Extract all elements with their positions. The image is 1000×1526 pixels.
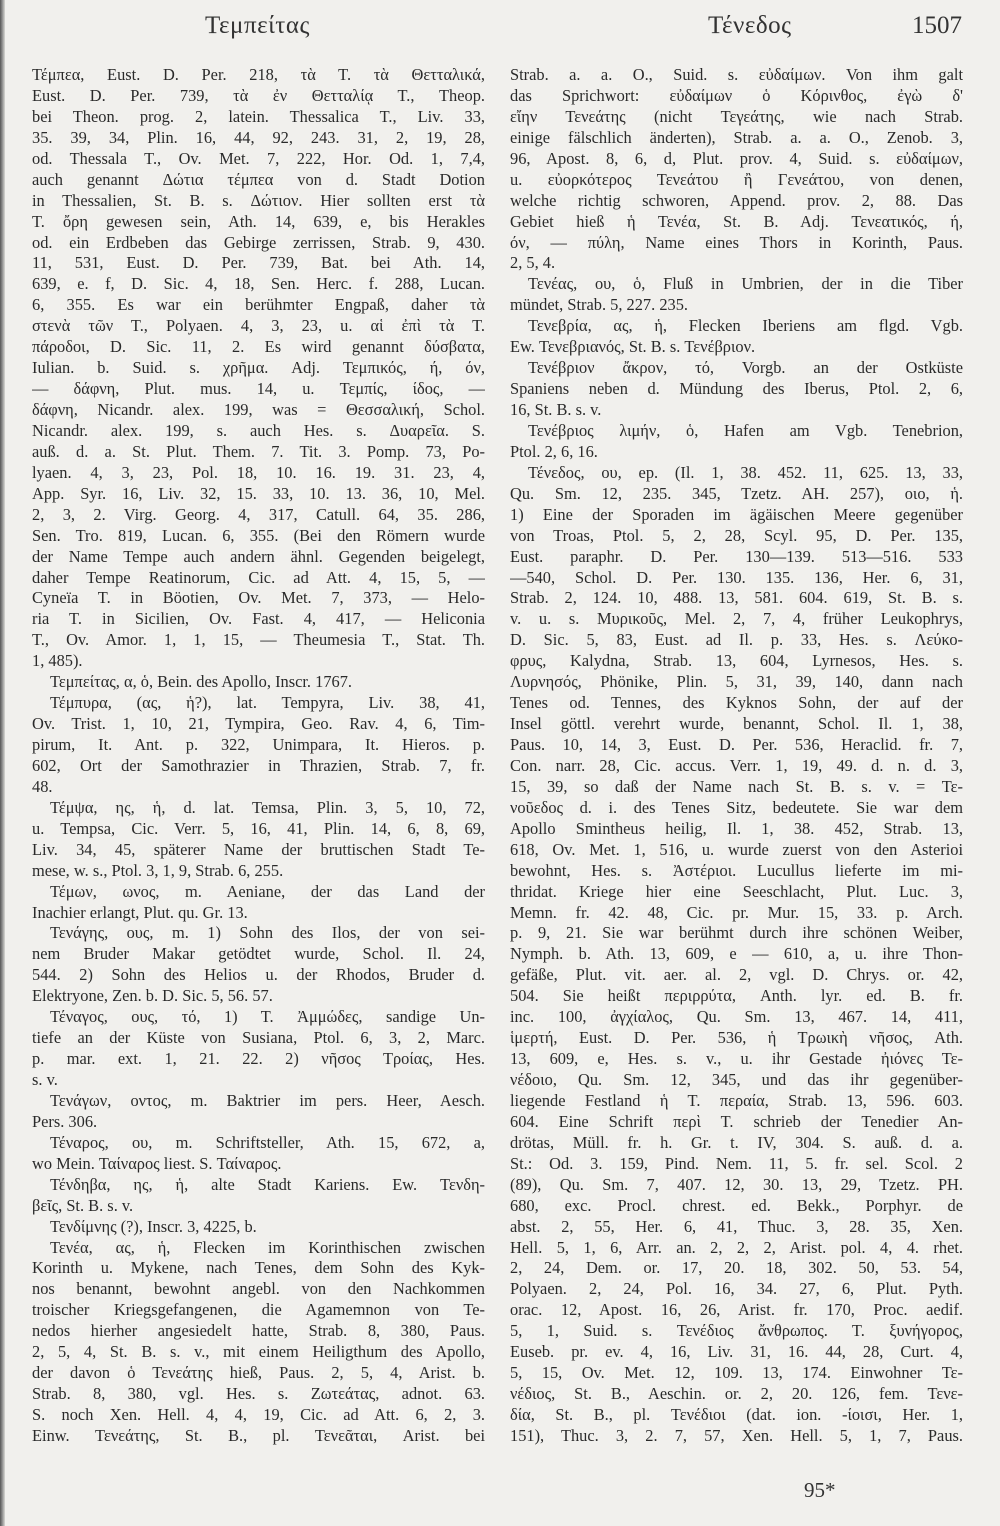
text-line: 5, 15, Ov. Met. 12, 109. 13, 174. Einwohner Τε- — [510, 1363, 963, 1383]
text-line: δία, St. B., pl. Τενέδιοι (dat. ion. -ίοισι, Her. 1, — [510, 1405, 963, 1424]
text-column-right — [510, 65, 963, 1447]
text-line: daher Tempe Reatinorum, Cic. ad Att. 4, 15, 5, — — [32, 567, 485, 587]
text-line: v. u. s. Μυρικοῦς, Mel. 2, 7, 4, früher Leukophrys, — [510, 609, 963, 629]
text-line: Strab. 2, 124. 10, 488. 13, 581. 604. 619, St. B. s. — [510, 588, 963, 608]
text-line: Τενάγης, ους, m. 1) Sohn des Ilos, der von sei- — [50, 923, 485, 943]
text-line: auß. d. a. St. Plut. Them. 7. Tit. 3. Pomp. 73, Po- — [32, 441, 485, 461]
text-line: εἴην Τενεάτης (nicht Τεγεάτης, wie nach Strab. — [510, 106, 963, 126]
text-line: 35. 39, 34, Plin. 16, 44, 92, 243. 31, 2, 19, 28, — [32, 127, 485, 147]
text-line: 544. 2) Sohn des Helios u. der Rhodos, Bruder d. — [32, 965, 485, 985]
text-line: S. noch Xen. Hell. 4, 4, 19, Cic. ad Att. 6, 2, 3. — [32, 1405, 485, 1424]
text-line: Eust. D. Per. 739, τὰ ἐν Θετταλίᾳ Τ., Theop. — [32, 85, 485, 105]
text-line: od. Thessala T., Ov. Met. 7, 222, Hor. Od. 1, 7,4, — [32, 148, 485, 168]
text-line: gefäße, Plut. vit. aer. al. 2, vgl. D. Chrys. or. 42, — [510, 965, 963, 985]
text-line: in Thessalien, St. B. s. Δώτιον. Hier sollten erst τὰ — [32, 190, 485, 210]
text-line: T., Ov. Amor. 1, 1, 15, — Theumesia T., Stat. Th. — [32, 630, 485, 650]
text-line: Τενδίμνης (?), Inscr. 3, 4225, b. — [50, 1216, 257, 1236]
text-line: Ov. Trist. 1, 10, 21, Tympira, Geo. Rav. 4, 6, Tim- — [32, 714, 485, 734]
text-line: Ptol. 2, 6, 16. — [510, 441, 598, 461]
text-line: das Sprichwort: εὐδαίμων ὁ Κόρινθος, ἐγὼ δ' — [510, 85, 963, 105]
text-line: βεῖς, St. B. s. v. — [32, 1195, 134, 1215]
text-line: Τέναρος, ου, m. Schriftsteller, Ath. 15, 672, a, — [50, 1132, 485, 1152]
text-line: nem Bruder Makar getödtet wurde, Schol. Il. 24, — [32, 944, 485, 964]
text-line: νέδοιο, Qu. Sm. 12, 345, und das ihr gegenüber- — [510, 1070, 963, 1089]
text-line: mese, w. s., Ptol. 3, 1, 9, Strab. 6, 255. — [32, 860, 284, 880]
text-line: Apollo Smintheus heilig, Il. 1, 38. 452, Strab. 13, — [510, 818, 963, 838]
text-line: Liv. 34, 45, späterer Name der bruttischen Stadt Te- — [32, 839, 485, 859]
text-line: wo Mein. Ταίναρος liest. S. Ταίναρος. — [32, 1153, 282, 1173]
text-line: φρυς, Kalydna, Strab. 13, 604, Lyrnesos, Hes. s. — [510, 651, 963, 671]
text-line: welche richtig schworen, Append. prov. 2, 88. Das — [510, 190, 963, 210]
text-line: 680, exc. Procl. chrest. ed. Bekk., Porphyr. de — [510, 1195, 963, 1215]
text-line: Τέναγος, ους, τό, 1) Τ. Ἀμμώδες, sandige Un- — [50, 1007, 485, 1027]
text-line: tiefe an der Küste von Susiana, Ptol. 6, 3, 2, Marc. — [32, 1028, 485, 1048]
text-line: orac. 12, Apost. 16, 26, Arist. fr. 170, Proc. aedif. — [510, 1300, 963, 1320]
text-line: Korinth u. Mykene, nach Tenes, dem Sohn des Kyk- — [32, 1258, 485, 1278]
text-line: Τενέα, ας, ἡ, Flecken im Korinthischen zwischen — [50, 1237, 485, 1257]
text-line: 504. Sie heißt περιρρύτα, Anth. lyr. ed. B. fr. — [510, 986, 963, 1006]
text-line: bei Theon. prog. 2, latein. Thessalica T., Liv. 33, — [32, 106, 485, 126]
text-line: lyaen. 4, 3, 23, Pol. 18, 10. 16. 19. 31. 23, 4, — [32, 462, 485, 482]
text-line: Τέμων, ωνος, m. Aeniane, der das Land der — [50, 881, 485, 901]
text-line: Strab. a. a. O., Suid. s. εὐδαίμων. Von ihm galt — [510, 65, 963, 84]
text-line: der Name Tempe auch andern ähnl. Gegenden beigelegt, — [32, 546, 485, 566]
text-line: 13, 609, e, Hes. s. v., u. ihr Gestade ἠιόνες Τε- — [510, 1049, 963, 1069]
text-line: Qu. Sm. 12, 235. 345, Tzetz. AH. 257), οιο, ἡ. — [510, 483, 963, 503]
text-line: νέδιος, St. B., Aeschin. or. 2, 20. 126, fem. Τενε- — [510, 1384, 963, 1404]
text-line: δάφνη, Nicandr. alex. 199, was = Θεσσαλική, Schol. — [32, 400, 485, 419]
text-line: Τένεδος, ου, ep. (Il. 1, 38. 452. 11, 625. 13, 33, — [528, 462, 963, 482]
text-line: Τενεβρία, ας, ἡ, Flecken Iberiens am flgd. Vgb. — [528, 316, 963, 336]
running-head-left: Τεμπείτας — [205, 12, 310, 39]
text-column-left — [32, 65, 485, 1447]
text-line: nedos hierher angesiedelt hatte, Strab. 8, 380, Paus. — [32, 1321, 485, 1341]
text-line: Eust. paraphr. D. Per. 130—139. 513—516. 533 — [510, 546, 963, 566]
text-line: Τέμψα, ης, ἡ, d. lat. Temsa, Plin. 3, 5, 10, 72, — [50, 797, 485, 817]
text-line: Sen. Tro. 819, Lucan. 6, 355. (Bei den Römern wurde — [32, 525, 485, 545]
running-head-right: Τένεδος — [708, 12, 792, 39]
text-line: p. 9, 21. Sie war berühmt durch ihre schönen Weiber, — [510, 923, 963, 943]
text-line: 2, 5, 4. — [510, 253, 556, 273]
text-line: auch genannt Δώτια τέμπεα von d. Stadt Dotion — [32, 169, 485, 189]
text-line: Insel göttl. verehrt wurde, benannt, Schol. Il. 1, 38, — [510, 714, 963, 734]
text-line: Hell. 5, 1, 6, Arr. an. 2, 2, 2, Arist. pol. 4, 4. rhet. — [510, 1237, 963, 1257]
text-line: Τεμπείτας, α, ὁ, Bein. des Apollo, Inscr. 1767. — [50, 672, 353, 692]
text-line: St.: Od. 3. 159, Pind. Nem. 11, 5. fr. sel. Scol. 2 — [510, 1153, 963, 1173]
text-line: 48. — [32, 776, 53, 796]
text-line: inc. 100, ἀγχίαλος, Qu. Sm. 13, 467. 14, 411, — [510, 1007, 963, 1027]
text-line: 618, Ov. Met. 1, 516, u. wurde zuerst von den Asterioi — [510, 839, 963, 859]
text-line: Gebiet hieß ἡ Τενέα, St. B. Adj. Τενεατικός, ή, — [510, 211, 963, 231]
text-line: 1, 485). — [32, 651, 83, 671]
text-line: 16, St. B. s. v. — [510, 400, 602, 419]
text-line: στενὰ τῶν Τ., Polyaen. 4, 3, 23, u. αἱ ἐπὶ τὰ Τ. — [32, 316, 485, 336]
text-line: Τενέβριος λιμήν, ὁ, Hafen am Vgb. Tenebrion, — [528, 420, 963, 440]
text-line: Pers. 306. — [32, 1111, 98, 1131]
text-line: Τενέας, ου, ὁ, Fluß in Umbrien, der in die Tiber — [528, 274, 963, 294]
text-line: πάροδοι, D. Sic. 11, 2. Es wird genannt δύσβατα, — [32, 337, 485, 357]
text-line: ἱμερτή, Eust. D. Per. 536, ἡ Τρωικὴ νῆσος, Ath. — [510, 1028, 963, 1048]
text-line: nos benannt, bewohnt angebl. von den Nachkommen — [32, 1279, 485, 1299]
text-line: Memn. fr. 42. 48, Cic. pr. Mur. 15, 33. p. Arch. — [510, 902, 963, 922]
text-line: — δάφνη, Plut. mus. 14, u. Τεμπίς, ίδος, — — [32, 379, 485, 399]
text-line: Polyaen. 2, 24, Pol. 16, 34. 27, 6, Plut. Pyth. — [510, 1279, 963, 1299]
text-line: 1) Eine der Sporaden im ägäischen Meere gegenüber — [510, 504, 963, 524]
text-line: 15, 39, so daß der Name nach St. B. s. v. = Τε- — [510, 776, 963, 796]
text-line: Λυρνησός, Phönike, Plin. 5, 31, 39, 140, dann nach — [510, 672, 963, 692]
text-line: od. ein Erdbeben das Gebirge zerrissen, Strab. 9, 430. — [32, 232, 485, 252]
text-line: Nymph. b. Ath. 13, 609, e — 610, a, u. ihre Thon- — [510, 944, 963, 964]
text-line: Τενέβριον ἄκρον, τό, Vorgb. an der Ostküste — [528, 358, 963, 378]
text-line: u. εὐορκότερος Τενεάτου ἢ Γενεάτου, von denen, — [510, 169, 963, 189]
text-line: νοῦεδος d. i. des Tenes Sitz, bedeutete. Sie war dem — [510, 797, 963, 817]
text-line: Nicandr. alex. 199, s. auch Hes. s. Δυαρεῖα. S. — [32, 420, 485, 440]
text-line: liegende Festland ἡ Τ. περαία, Strab. 13, 596. 603. — [510, 1090, 963, 1110]
text-line: App. Syr. 16, Liv. 32, 15. 33, 10. 13. 36, 10, Mel. — [32, 483, 485, 503]
text-line: Τ. ὄρη gewesen sein, Ath. 14, 639, e, bis Herakles — [32, 211, 485, 231]
text-line: Euseb. pr. ev. 4, 16, Liv. 31, 16. 44, 28, Curt. 4, — [510, 1342, 963, 1362]
text-line: Ew. Τενεβριανός, St. B. s. Τενέβριον. — [510, 337, 756, 357]
text-line: Cyneïa T. in Böotien, Ov. Met. 7, 373, — Helo- — [32, 588, 485, 608]
text-line: pirum, It. Ant. p. 322, Unimpara, It. Hieros. p. — [32, 735, 485, 754]
text-line: Τένδηβα, ης, ἡ, alte Stadt Kariens. Ew. Τενδη- — [50, 1174, 485, 1194]
text-line: 151), Thuc. 3, 2. 7, 57, Xen. Hell. 5, 1, 7, Paus. — [510, 1425, 963, 1445]
text-line: Tenes od. Tennes, des Kyknos Sohn, der auf der — [510, 693, 963, 713]
text-line: bewohnt, Hes. s. Ἀστέριοι. Lucullus lieferte im mi- — [510, 860, 963, 880]
text-line: 11, 531, Eust. D. Per. 739, Bat. bei Ath. 14, — [32, 253, 485, 273]
text-line: der davon ὁ Τενεάτης hieß, Paus. 2, 5, 4, Arist. b. — [32, 1363, 485, 1383]
text-line: D. Sic. 5, 83, Eust. ad Il. p. 33, Hes. s. Λεύκο- — [510, 630, 963, 650]
text-line: Elektryone, Zen. b. D. Sic. 5, 56. 57. — [32, 986, 273, 1006]
text-line: 2, 24, Dem. or. 17, 20. 18, 302. 50, 53. 54, — [510, 1258, 963, 1278]
text-line: —540, Schol. D. Per. 130. 135. 136, Her. 6, 31, — [510, 567, 963, 587]
text-line: von Troas, Ptol. 5, 2, 28, Scyl. 95, D. Per. 135, — [510, 525, 963, 545]
text-line: s. v. — [32, 1070, 58, 1089]
text-line: 5, 1, Suid. s. Τενέδιος ἄνθρωπος. Τ. ξυνήγορος, — [510, 1321, 963, 1341]
text-line: einige fälschlich änderten), Strab. a. a. O., Zenob. 3, — [510, 127, 963, 147]
text-line: όν, — πύλη, Name eines Thors in Korinth, Paus. — [510, 232, 963, 252]
text-line: 96, Apost. 8, 6, d, Plut. prov. 4, Suid. s. εὐδαίμων, — [510, 148, 963, 168]
text-line: (89), Qu. Sm. 7, 407. 12, 30. 13, 29, Tzetz. PH. — [510, 1174, 963, 1194]
page-number: 1507 — [912, 12, 962, 39]
text-line: Paus. 10, 14, 3, Eust. D. Per. 536, Heraclid. fr. 7, — [510, 735, 963, 754]
text-line: 639, e. f, D. Sic. 4, 18, Sen. Herc. f. 288, Lucan. — [32, 274, 485, 294]
text-line: p. mar. ext. 1, 21. 22. 2) νῆσος Τροίας, Hes. — [32, 1049, 485, 1069]
text-line: Iulian. b. Suid. s. χρῆμα. Adj. Τεμπικός, ή, όν, — [32, 358, 485, 378]
text-line: ria T. in Sicilien, Ov. Fast. 4, 417, — Heliconia — [32, 609, 485, 629]
page-binding-edge — [0, 0, 5, 1526]
text-line: Τέμπυρα, (ας, ἡ?), lat. Tempyra, Liv. 38, 41, — [50, 693, 485, 713]
text-line: 602, Ort der Samothrazier in Thrazien, Strab. 7, fr. — [32, 755, 485, 775]
text-line: Strab. 8, 380, vgl. Hes. s. Ζωτεάτας, adnot. 63. — [32, 1384, 485, 1404]
text-line: mündet, Strab. 5, 227. 235. — [510, 295, 689, 315]
text-line: Inachier erlangt, Plut. qu. Gr. 13. — [32, 902, 248, 922]
text-line: 604. Eine Schrift περὶ Τ. schrieb der Tenedier An- — [510, 1111, 963, 1131]
text-line: thridat. Kriege hier eine Seeschlacht, Plut. Luc. 3, — [510, 881, 963, 901]
text-line: Τέμπεα, Eust. D. Per. 218, τὰ Τ. τὰ Θετταλικά, — [32, 65, 485, 84]
text-line: 2, 5, 4, St. B. s. v., mit einem Heiligthum des Apollo, — [32, 1342, 485, 1362]
text-line: Spaniens neben d. Mündung des Iberus, Ptol. 2, 6, — [510, 379, 963, 399]
text-line: drötas, Müll. fr. h. Gr. t. IV, 304. S. auß. d. a. — [510, 1132, 963, 1152]
text-line: Con. narr. 28, Cic. accus. Verr. 1, 19, 49. d. n. d. 3, — [510, 755, 963, 775]
signature-mark: 95* — [804, 1478, 836, 1502]
text-line: Τενάγων, οντος, m. Baktrier im pers. Heer, Aesch. — [50, 1090, 485, 1110]
text-line: u. Tempsa, Cic. Verr. 5, 16, 41, Plin. 14, 6, 8, 69, — [32, 818, 485, 838]
text-line: troischer Kriegsgefangenen, die Agamemnon von Te- — [32, 1300, 485, 1320]
text-line: Einw. Τενεάτης, St. B., pl. Τενεᾶται, Arist. bei — [32, 1425, 485, 1445]
text-line: 6, 355. Es war ein berühmter Engpaß, daher τὰ — [32, 295, 485, 315]
text-line: abst. 2, 55, Her. 6, 41, Thuc. 3, 28. 35, Xen. — [510, 1216, 963, 1236]
text-line: 2, 3, 2. Virg. Georg. 4, 317, Catull. 64, 35. 286, — [32, 504, 485, 524]
